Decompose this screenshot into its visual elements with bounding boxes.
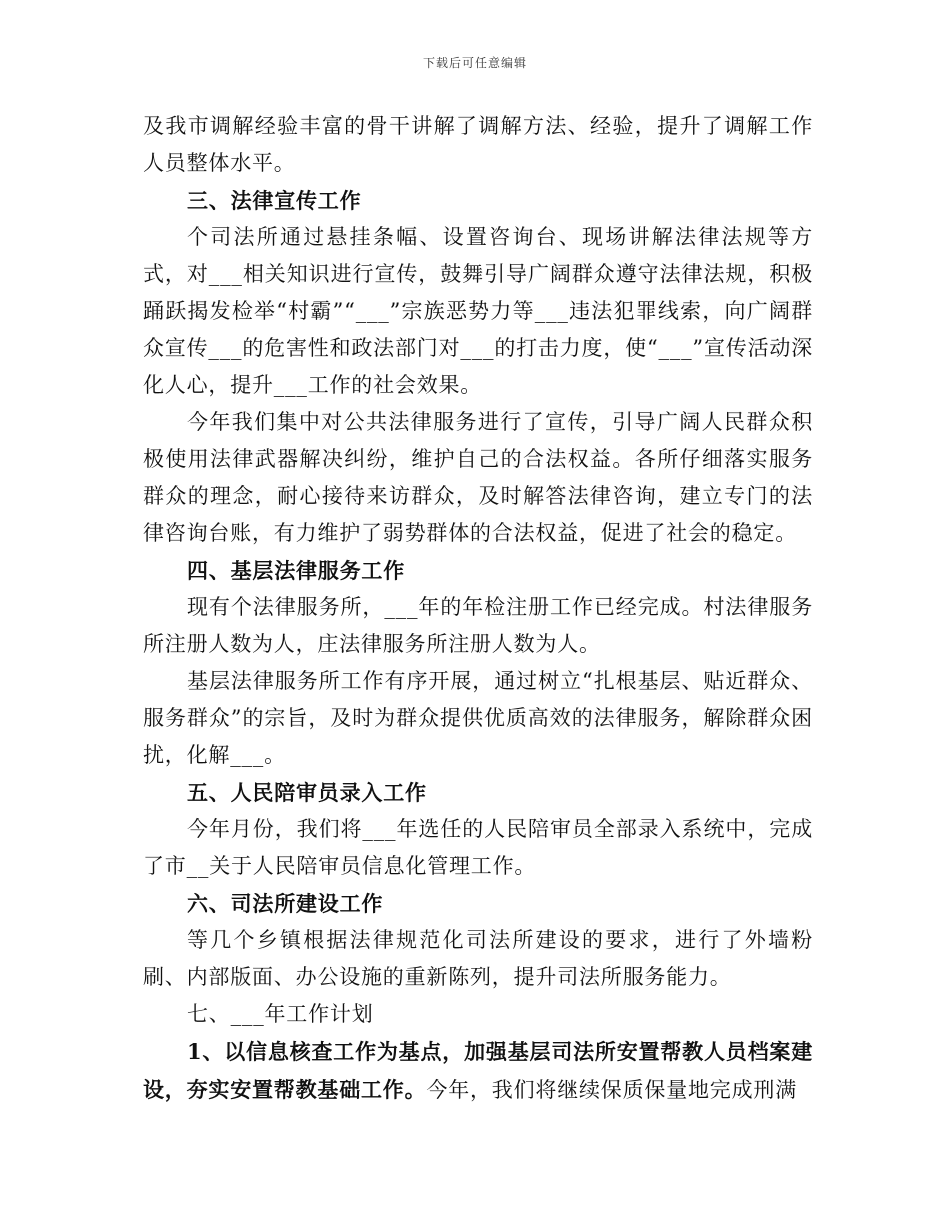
paragraph-office-construction: 等几个乡镇根据法律规范化司法所建设的要求，进行了外墙粉刷、内部版面、办公设施的重新陈列，提升司法所服务能力。: [143, 928, 813, 989]
paragraph-work-plan-item-1: [143, 1033, 813, 1109]
heading-judicial-office-construction: 六、司法所建设工作: [187, 891, 384, 916]
paragraph-legal-service-offices: 现有个法律服务所，___年的年检注册工作已经完成。村法律服务所注册人数为人，庄法律服务所注册人数为人。: [143, 595, 813, 656]
paragraph-service-purpose: 基层法律服务所工作有序开展，通过树立“扎根基层、贴近群众、服务群众”的宗旨，及时为群众提供优质高效的法律服务，解除群众困扰，化解___。: [143, 669, 813, 767]
paragraph-mediation-continued: 及我市调解经验丰富的骨干讲解了调解方法、经验，提升了调解工作人员整体水平。: [143, 114, 813, 175]
heading-work-plan: 七、___年工作计划: [187, 1002, 374, 1026]
heading-grassroots-legal-service: 四、基层法律服务工作: [187, 558, 405, 583]
heading-legal-publicity: 三、法律宣传工作: [187, 188, 362, 213]
heading-jurors-entry: 五、人民陪审员录入工作: [187, 780, 427, 805]
paragraph-jurors-entry: 今年月份，我们将___年选任的人民陪审员全部录入系统中，完成了市__关于人民陪审员信息化管理工作。: [143, 817, 813, 878]
work-plan-item-1-text: 今年，我们将继续保质保量地完成刑满: [426, 1078, 798, 1102]
paragraph-public-legal-services: 今年我们集中对公共法律服务进行了宣传，引导广阔人民群众积极使用法律武器解决纠纷，维护自己的合法权益。各所仔细落实服务群众的理念，耐心接待来访群众，及时解答法律咨询，建立专门的法律咨询台账，有力维护了弱势群体的合法权益，促进了社会的稳定。: [143, 410, 813, 545]
page-header-note: 下载后可任意编辑: [422, 56, 527, 70]
work-plan-item-1-lead: 1、以信息核查工作为基点，加强基层司法所安置帮教人员档案建设，夯实安置帮教基础工作。: [143, 1039, 813, 1102]
document-body: [143, 108, 813, 1109]
paragraph-publicity-activities: 个司法所通过悬挂条幅、设置咨询台、现场讲解法律法规等方式，对___相关知识进行宣传，鼓舞引导广阔群众遵守法律法规，积极踊跃揭发检举“村霸”“___”宗族恶势力等___违法犯罪线索，向广阔群众宣传___的危害性和政法部门对___的打击力度，使“___”宣传活动深化人心，提升___工作的社会效果。: [143, 225, 813, 397]
